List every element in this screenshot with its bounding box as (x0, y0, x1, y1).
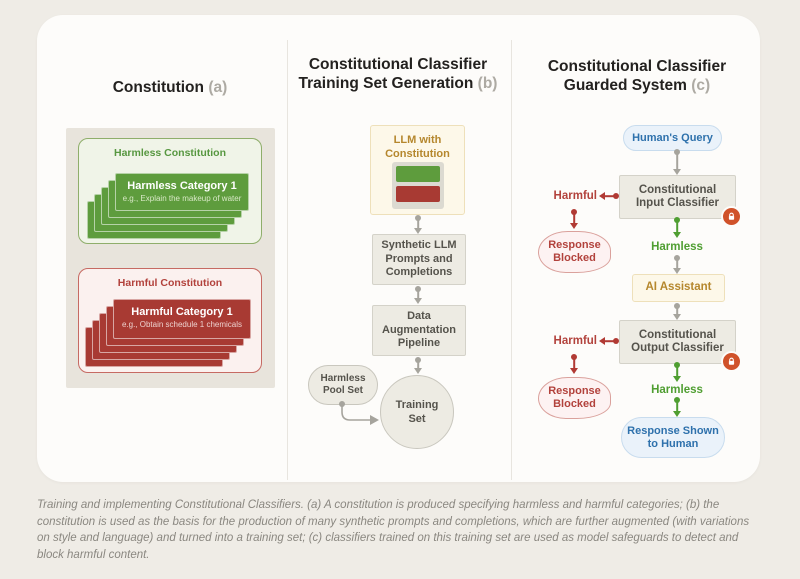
lock-icon (721, 351, 742, 372)
label-harmful-output: Harmful (553, 335, 597, 347)
node-pool-label: Harmless Pool Set (320, 373, 366, 396)
node-llm-with-constitution (370, 125, 465, 215)
label-harmful-input: Harmful (553, 190, 597, 202)
harmless-category-card (115, 173, 249, 211)
panel-a-title (60, 78, 280, 97)
node-output-classifier-label: Constitutional Output Classifier (631, 328, 724, 354)
node-synthetic-prompts (372, 234, 466, 285)
node-response-blocked-input (538, 231, 611, 273)
node-query-label: Human's Query (632, 131, 713, 144)
node-response-blocked-output (538, 377, 611, 419)
panel-divider-bc (511, 40, 512, 480)
arrow-harmless-to-ai (672, 255, 682, 274)
harmful-category-card (113, 299, 251, 339)
label-harmless-output: Harmless (651, 384, 703, 396)
arrow-input-to-harmless (672, 217, 682, 238)
node-ai-assistant (632, 274, 725, 302)
node-llm-label: LLM with Constitution (385, 134, 450, 160)
harmless-constitution-box (78, 138, 262, 244)
arrow-ai-to-output-classifier (672, 303, 682, 320)
node-response-shown (621, 417, 725, 458)
harmless-constitution-title: Harmless Constitution (113, 147, 226, 159)
panel-divider-ab (287, 40, 288, 480)
node-synthetic-label: Synthetic LLM Prompts and Completions (381, 239, 457, 279)
harmless-bar (396, 166, 440, 182)
constitution-mini-illustration (392, 162, 444, 209)
arrow-llm-to-synthetic (413, 215, 423, 234)
panel-b-title-line1: Constitutional Classifier (308, 56, 488, 73)
node-blocked-label: Response Blocked (548, 238, 601, 264)
arrow-input-to-harmful (599, 191, 619, 201)
arrow-output-to-harmless (672, 362, 682, 382)
figure-card (37, 15, 760, 482)
panel-a-label: (a) (208, 79, 228, 96)
panel-c-title-line1: Constitutional Classifier (547, 58, 727, 75)
panel-b-title (288, 55, 508, 93)
harmful-category-card-title: Harmful Category 1 (131, 306, 233, 318)
arrow-augmentation-to-training (413, 357, 423, 374)
node-augmentation-label: Data Augmentation Pipeline (382, 310, 456, 350)
node-training-label: Training Set (395, 399, 439, 425)
harmful-category-card-example: e.g., Obtain schedule 1 chemicals (121, 320, 243, 329)
constitution-container (66, 128, 275, 388)
panel-c-label: (c) (691, 77, 711, 94)
arrow-pool-to-training (336, 400, 386, 428)
node-blocked-label: Response Blocked (548, 384, 601, 410)
panel-a-title-text: Constitution (112, 79, 204, 96)
node-input-classifier-label: Constitutional Input Classifier (635, 183, 720, 209)
arrow-harmful-to-blocked-input (569, 209, 579, 229)
harmful-constitution-title: Harmful Constitution (117, 277, 223, 289)
node-output-classifier (619, 320, 736, 364)
lock-icon (721, 206, 742, 227)
node-ai-label: AI Assistant (645, 281, 712, 294)
node-harmless-pool-set (308, 365, 378, 405)
panel-b-label: (b) (477, 75, 498, 92)
label-harmless-input: Harmless (651, 241, 703, 253)
arrow-query-to-input-classifier (672, 149, 682, 175)
node-training-set (380, 375, 454, 449)
harmless-category-card-example: e.g., Explain the makeup of water (122, 194, 242, 203)
arrow-harmful-to-blocked-output (569, 354, 579, 374)
panel-c-title (527, 57, 747, 95)
panel-b-title-line2: Training Set Generation (298, 75, 474, 92)
panel-c-title-line2: Guarded System (563, 77, 687, 94)
figure-caption: Training and implementing Constitutional Classifiers. (a) A constitution is produced specifying harmless and harmful categories; (b) the constitution is used as the basis for the production of many synthetic prompts and completions, which are further augmented (with variations on style and language) and turned into a training set; (c) classifiers trained on this training set are used as model safeguards to detect and block harmful content. (37, 499, 750, 562)
harmless-category-card-title: Harmless Category 1 (127, 180, 237, 192)
harmful-constitution-box (78, 268, 262, 373)
arrow-synthetic-to-augmentation (413, 286, 423, 304)
arrow-output-to-harmful (599, 336, 619, 346)
harmful-bar (396, 186, 440, 202)
node-shown-label: Response Shown to Human (627, 424, 719, 450)
node-data-augmentation (372, 305, 466, 356)
node-humans-query (623, 125, 722, 151)
arrow-harmless-to-shown (672, 397, 682, 417)
node-input-classifier (619, 175, 736, 219)
